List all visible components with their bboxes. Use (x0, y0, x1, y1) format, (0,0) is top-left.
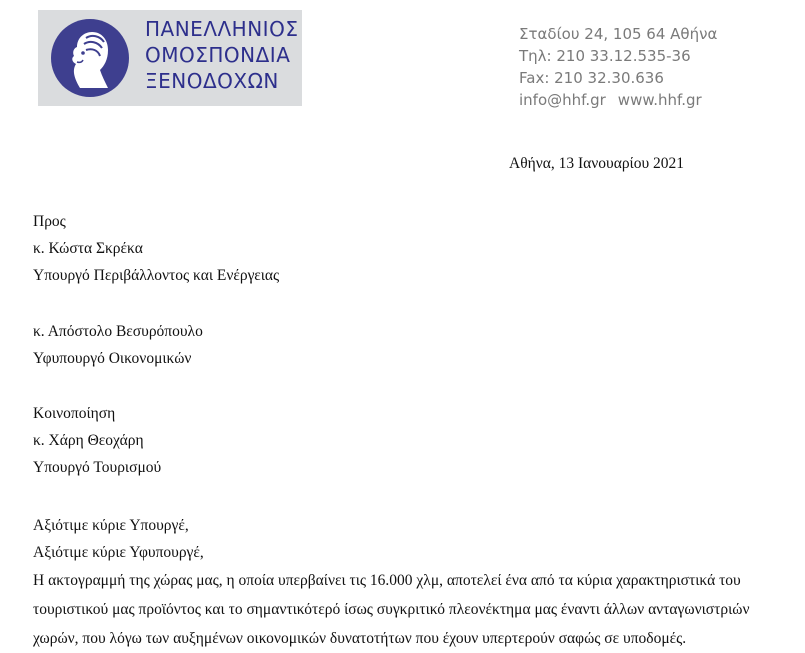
body-line: τουριστικού μας προϊόντος και το σημαντικότερό ίσως συγκριτικό πλεονέκτημα μας έναντι άλλων ανταγωνιστριών (33, 601, 750, 618)
contact-address: Σταδίου 24, 105 64 Αθήνα (519, 25, 718, 43)
org-name-line-2: ΟΜΟΣΠΟΝΔΙΑ (145, 43, 291, 67)
recipient-prefix: Προς (33, 213, 66, 230)
cc-title: Υπουργό Τουρισμού (33, 459, 162, 476)
contact-fax: Fax: 210 32.30.636 (519, 69, 664, 87)
contact-info (519, 23, 719, 111)
org-name-line-1: ΠΑΝΕΛΛΗΝΙΟΣ (145, 17, 299, 41)
salutation (33, 512, 204, 566)
letter-date: Αθήνα, 13 Ιανουαρίου 2021 (509, 155, 685, 172)
body-paragraph (33, 566, 803, 653)
cc-heading: Κοινοποίηση (33, 405, 116, 422)
recipient-title: Υπουργό Περιβάλλοντος και Ενέργειας (33, 267, 280, 284)
recipient-name: κ. Κώστα Σκρέκα (33, 240, 143, 257)
cc-block (33, 400, 161, 481)
salutation-line-2: Αξιότιμε κύριε Υφυπουργέ, (33, 544, 204, 561)
recipient-block-2 (33, 318, 203, 372)
body-line: Η ακτογραμμή της χώρας μας, η οποία υπερβαίνει τις 16.000 χλμ, αποτελεί ένα από τα κύρια χαρακτηριστικά του (33, 572, 741, 589)
salutation-line-1: Αξιότιμε κύριε Υπουργέ, (33, 517, 189, 534)
cc-name: κ. Χάρη Θεοχάρη (33, 432, 144, 449)
contact-phone: Τηλ: 210 33.12.535-36 (519, 47, 691, 65)
contact-website: www.hhf.gr (617, 91, 702, 109)
contact-web-line (519, 89, 719, 111)
body-line: χωρών, που λόγω των αυξημένων οικονομικών δυνατοτήτων που έχουν υπερτερούν σαφώς σε υποδομές. (33, 630, 687, 647)
organization-name (145, 16, 299, 94)
contact-email: info@hhf.gr (519, 91, 606, 109)
recipient-2-title: Υφυπουργό Οικονομικών (33, 350, 192, 367)
organization-logo (38, 10, 302, 106)
recipient-2-name: κ. Απόστολο Βεσυρόπουλο (33, 323, 203, 340)
recipient-block (33, 208, 279, 289)
org-name-line-3: ΞΕΝΟΔΟΧΩΝ (145, 69, 279, 93)
profile-head-emblem-icon (50, 18, 130, 98)
